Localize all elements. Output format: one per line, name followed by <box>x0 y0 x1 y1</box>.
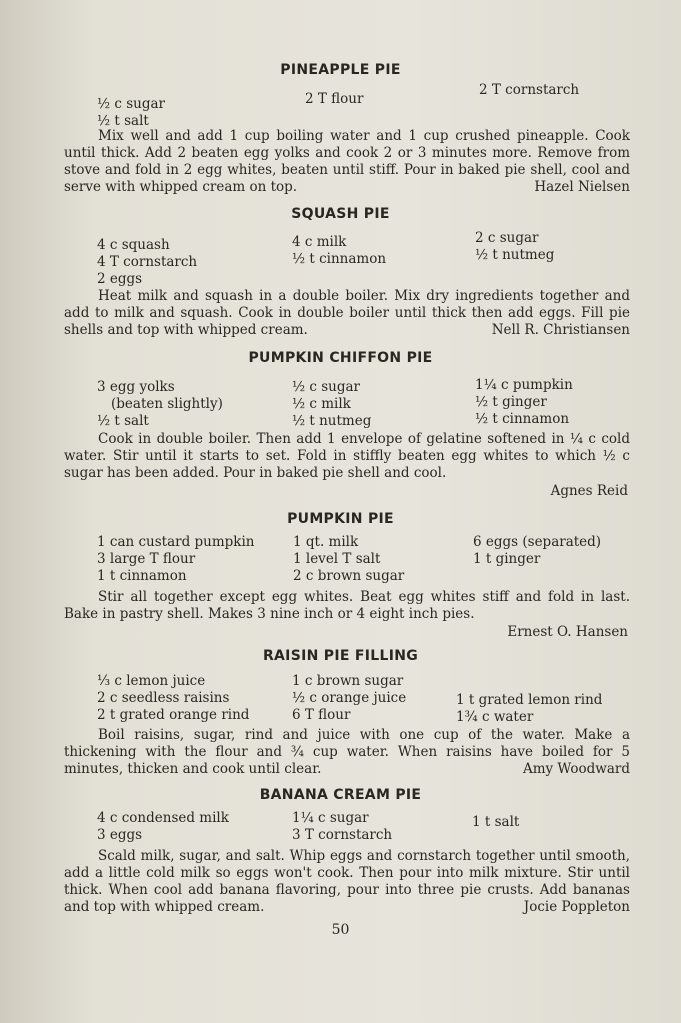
ingredient: 3 large T flour <box>97 551 196 567</box>
recipe-author: Nell R. Christiansen <box>491 322 630 338</box>
instructions-text: Mix well and add 1 cup boiling water and 1 cup crushed pineapple. Cook until thick. Add 2 beaten egg yolks and cook 2 or 3 minutes more. Remove from stove and fold in 2 egg whites, beaten until stiff. Pour in baked pie shell, cool and serve with whipped cream on top. <box>64 128 630 195</box>
ingredient: ½ c sugar <box>292 379 360 395</box>
recipe-title-banana-cream-pie: BANANA CREAM PIE <box>259 787 422 803</box>
recipe-title-pumpkin-pie: PUMPKIN PIE <box>287 511 394 527</box>
recipe-author: Amy Woodward <box>522 761 630 777</box>
ingredient: 3 egg yolks <box>97 379 175 395</box>
recipe-instructions <box>64 431 630 482</box>
recipe-instructions <box>64 727 630 778</box>
recipe-instructions <box>64 589 630 623</box>
ingredient: (beaten slightly) <box>111 396 223 412</box>
instructions-text: Heat milk and squash in a double boiler. Mix dry ingredients together and add to milk and squash. Cook in double boiler until thick then add eggs. Fill pie shells and top with whipped cream. <box>64 288 630 338</box>
ingredient: ½ t nutmeg <box>292 413 372 429</box>
recipe-title-raisin-pie-filling: RAISIN PIE FILLING <box>262 648 419 664</box>
ingredient: 1¾ c water <box>456 709 534 725</box>
recipe-instructions <box>64 848 630 916</box>
ingredient: 3 eggs <box>97 827 143 843</box>
recipe-instructions <box>64 128 630 196</box>
ingredient: 1 c brown sugar <box>292 673 404 689</box>
ingredient: ½ t salt <box>97 113 149 129</box>
ingredient: ½ t nutmeg <box>475 247 555 263</box>
ingredient: 2 c sugar <box>475 230 539 246</box>
recipe-author: Jocie Poppleton <box>523 899 630 915</box>
ingredient: 2 c seedless raisins <box>97 690 230 706</box>
recipe-author: Agnes Reid <box>550 483 628 499</box>
ingredient: 6 T flour <box>292 707 351 723</box>
instructions-text: Cook in double boiler. Then add 1 envelope of gelatine softened in ¼ c cold water. Stir until it starts to set. Fold in stiffly beaten egg whites to which ½ c sugar has been added. Pour in baked pie shell and cool. <box>64 431 630 481</box>
ingredient: 1 level T salt <box>293 551 381 567</box>
ingredient: ½ t cinnamon <box>475 411 570 427</box>
ingredient: 1¼ c sugar <box>292 810 369 826</box>
ingredient: 4 T cornstarch <box>97 254 198 270</box>
ingredient: 4 c condensed milk <box>97 810 229 826</box>
ingredient: ⅓ c lemon juice <box>97 673 206 689</box>
ingredient: 2 t grated orange rind <box>97 707 250 723</box>
ingredient: 1 t cinnamon <box>97 568 187 584</box>
ingredient: 3 T cornstarch <box>292 827 393 843</box>
ingredient: ½ c milk <box>292 396 351 412</box>
ingredient: ½ c orange juice <box>292 690 407 706</box>
ingredient: ½ c sugar <box>97 96 165 112</box>
instructions-text: Scald milk, sugar, and salt. Whip eggs and cornstarch together until smooth, add a little cold milk so eggs won't cook. Then pour into milk mixture. Stir until thick. When cool add banana flavoring, pour into three pie crusts. Add bananas and top with whipped cream. <box>64 848 630 915</box>
ingredient: 2 T cornstarch <box>479 82 580 98</box>
recipe-instructions <box>64 288 630 339</box>
ingredient: 1 t salt <box>472 814 520 830</box>
instructions-text: Boil raisins, sugar, rind and juice with one cup of the water. Make a thickening with the flour and ¾ cup water. When raisins have boiled for 5 minutes, thicken and cook until clear. <box>64 727 630 777</box>
ingredient: 1 t grated lemon rind <box>456 692 603 708</box>
ingredient: 4 c milk <box>292 234 347 250</box>
recipe-author: Hazel Nielsen <box>534 179 630 195</box>
recipe-title-pumpkin-chiffon-pie: PUMPKIN CHIFFON PIE <box>248 350 433 366</box>
instructions-text: Stir all together except egg whites. Beat egg whites stiff and fold in last. Bake in pastry shell. Makes 3 nine inch or 4 eight inch pies. <box>64 589 630 622</box>
ingredient: 2 eggs <box>97 271 143 287</box>
recipe-title-pineapple-pie: PINEAPPLE PIE <box>280 62 401 78</box>
ingredient: ½ t salt <box>97 413 149 429</box>
ingredient: ½ t cinnamon <box>292 251 387 267</box>
page-number: 50 <box>331 922 350 938</box>
ingredient: 1 qt. milk <box>293 534 359 550</box>
ingredient: 6 eggs (separated) <box>473 534 602 550</box>
ingredient: ½ t ginger <box>475 394 547 410</box>
recipe-title-squash-pie: SQUASH PIE <box>291 206 390 222</box>
ingredient: 1 t ginger <box>473 551 541 567</box>
recipe-author: Ernest O. Hansen <box>507 624 628 640</box>
ingredient: 1 can custard pumpkin <box>97 534 255 550</box>
ingredient: 1¼ c pumpkin <box>475 377 573 393</box>
ingredient: 2 T flour <box>305 91 364 107</box>
ingredient: 2 c brown sugar <box>293 568 405 584</box>
ingredient: 4 c squash <box>97 237 170 253</box>
